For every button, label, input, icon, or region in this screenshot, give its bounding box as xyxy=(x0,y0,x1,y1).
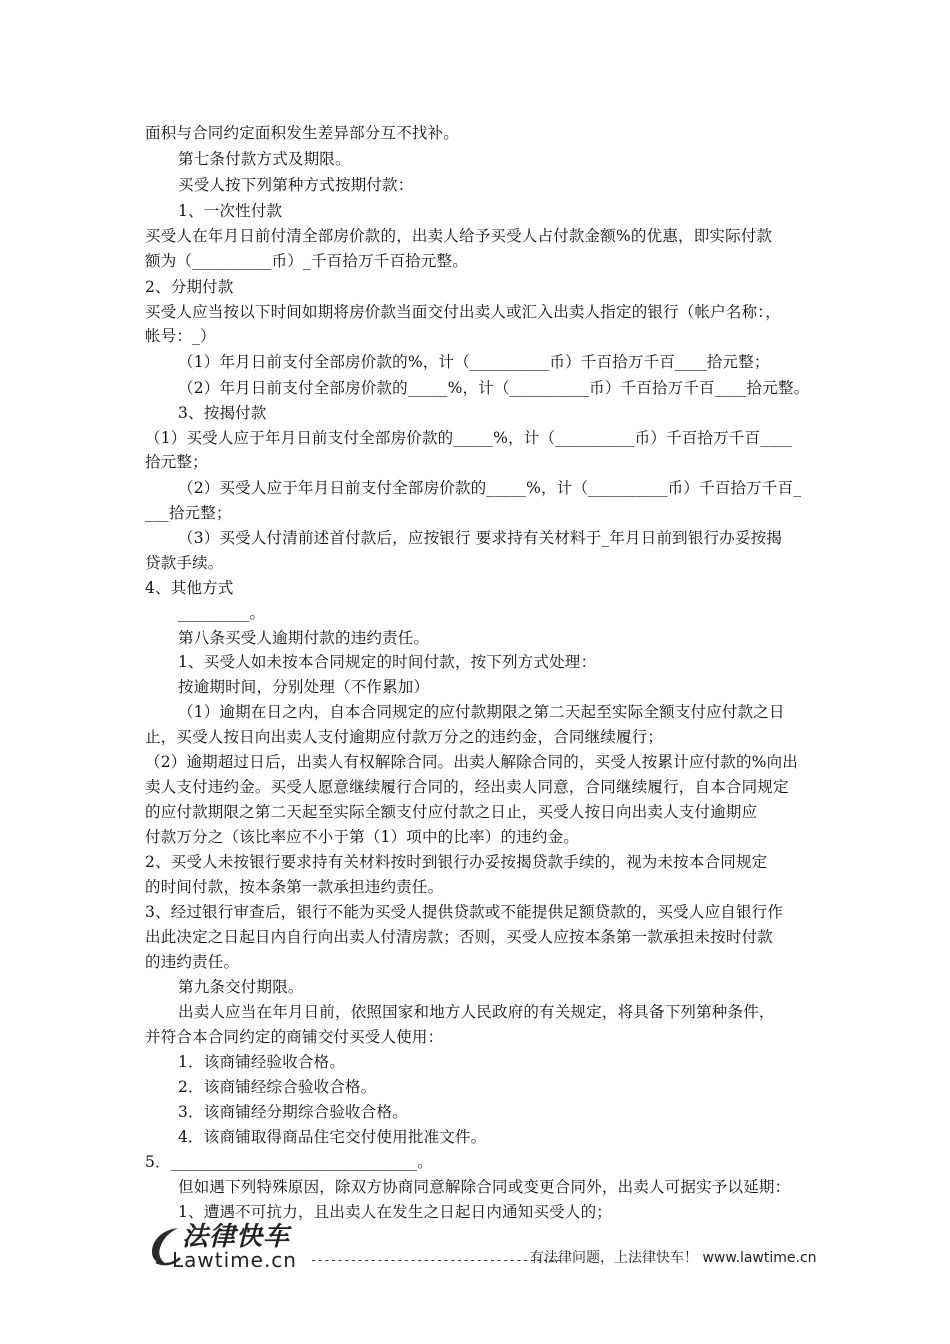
list-item: 2．该商铺经综合验收合格。 xyxy=(178,1078,377,1096)
text-line: 卖人支付违约金。买受人愿意继续履行合同的，经出卖人同意，合同继续履行，自本合同规定 xyxy=(145,778,789,796)
list-item: 3．该商铺经分期综合验收合格。 xyxy=(178,1103,408,1121)
text-line: 3、按揭付款 xyxy=(178,404,267,422)
text-line: _________。 xyxy=(178,604,266,622)
text-line: （1）买受人应于年月日前支付全部房价款的_____%，计（__________币）千百拾万千百____ xyxy=(145,429,793,447)
list-item: 5．_______________________________。 xyxy=(145,1153,433,1171)
page-footer xyxy=(148,1222,818,1272)
article-heading: 第八条买受人逾期付款的违约责任。 xyxy=(178,629,430,647)
footer-slogan: 有法律问题，上法律快车！ www.lawtime.cn xyxy=(530,1250,817,1266)
list-item: 1．该商铺经验收合格。 xyxy=(178,1053,346,1071)
text-line: （1）年月日前支付全部房价款的%，计（__________币）千百拾万千百____拾元整； xyxy=(178,353,770,371)
text-line: 4、其他方式 xyxy=(145,579,234,597)
text-line: （2）买受人应于年月日前支付全部房价款的_____%，计（__________币）千百拾万千百_ xyxy=(178,479,802,497)
text-line: 按逾期时间，分别处理（不作累加） xyxy=(178,678,430,696)
text-line: 的违约责任。 xyxy=(145,953,240,971)
text-line: （3）买受人付清前述首付款后，应按银行 要求持有关材料于_年月日前到银行办妥按揭 xyxy=(178,529,783,547)
text-line: 但如遇下列特殊原因，除双方协商同意解除合同或变更合同外，出卖人可据实予以延期： xyxy=(178,1178,791,1196)
text-line: 1、买受人如未按本合同规定的时间付款，按下列方式处理： xyxy=(178,653,597,671)
list-item: 4．该商铺取得商品住宅交付使用批准文件。 xyxy=(178,1128,487,1146)
article-heading: 第九条交付期限。 xyxy=(178,978,304,996)
text-line: 出卖人应当在年月日前，依照国家和地方人民政府的有关规定，将具备下列第种条件， xyxy=(178,1003,775,1021)
text-line: 止，买受人按日向出卖人支付逾期应付款万分之的违约金，合同继续履行； xyxy=(145,728,664,746)
text-line: （1）逾期在日之内，自本合同规定的应付款期限之第二天起至实际全额支付应付款之日 xyxy=(178,703,785,721)
text-line: 额为（__________币）_千百拾万千百拾元整。 xyxy=(145,252,468,270)
text-line: 面积与合同约定面积发生差异部分互不找补。 xyxy=(145,124,460,142)
logo-text-cn: 法律快车 xyxy=(182,1222,291,1252)
text-line: （2）逾期超过日后，出卖人有权解除合同。出卖人解除合同的，买受人按累计应付款的%向出 xyxy=(145,753,798,771)
text-line: 3、经过银行审查后，银行不能为买受人提供贷款或不能提供足额贷款的，买受人应自银行作 xyxy=(145,903,784,921)
text-line: 1、一次性付款 xyxy=(178,202,283,220)
text-line: 的时间付款，按本条第一款承担违约责任。 xyxy=(145,878,444,896)
text-line: 帐号：_） xyxy=(145,327,216,345)
footer-divider: -------------------------------------- xyxy=(310,1253,562,1267)
text-line: 贷款手续。 xyxy=(145,554,224,572)
text-line: 并符合本合同约定的商铺交付买受人使用： xyxy=(145,1028,444,1046)
text-line: 拾元整； xyxy=(145,453,208,471)
text-line: ___拾元整； xyxy=(145,504,232,522)
text-line: 2、分期付款 xyxy=(145,278,234,296)
text-line: 付款万分之（该比率应不小于第（1）项中的比率）的违约金。 xyxy=(145,828,579,846)
logo-text-en: Lawtime.cn xyxy=(172,1248,297,1272)
text-line: 买受人应当按以下时间如期将房价款当面交付出卖人或汇入出卖人指定的银行（帐户名称：， xyxy=(145,303,781,321)
text-line: 2、买受人未按银行要求持有关材料按时到银行办妥按揭贷款手续的，视为未按本合同规定 xyxy=(145,853,768,871)
text-line: 的应付款期限之第二天起至实际全额支付应付款之日止，买受人按日向出卖人支付逾期应 xyxy=(145,803,758,821)
text-line: 出此决定之日起日内自行向出卖人付清房款；否则，买受人应按本条第一款承担未按时付款 xyxy=(145,928,774,946)
text-line: 买受人按下列第种方式按期付款： xyxy=(178,176,414,194)
text-line: （2）年月日前支付全部房价款的_____%，计（__________币）千百拾万千百____拾元整。 xyxy=(178,379,810,397)
text-line: 买受人在年月日前付清全部房价款的，出卖人给予买受人占付款金额%的优惠，即实际付款 xyxy=(145,227,773,245)
article-heading: 第七条付款方式及期限。 xyxy=(178,150,351,168)
text-line: 1、遭遇不可抗力，且出卖人在发生之日起日内通知买受人的； xyxy=(178,1203,612,1221)
